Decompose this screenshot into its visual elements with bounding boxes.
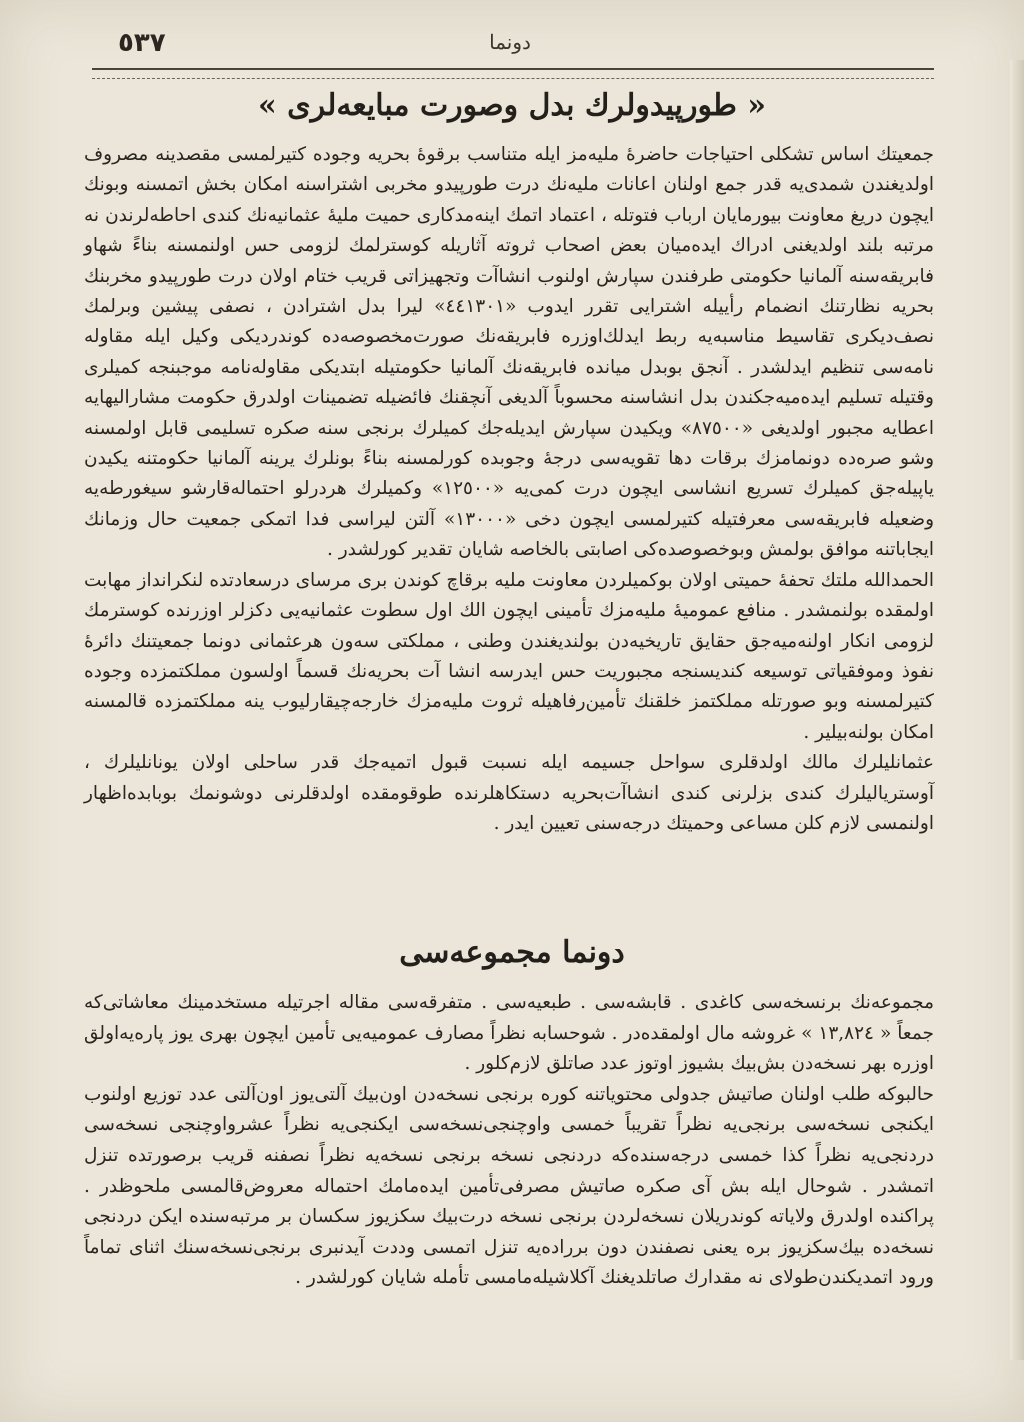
running-title: دونما <box>489 30 531 54</box>
paragraph: عثمانلیلرك مالك اولدقلری سواحل جسیمه ایله نسبت قبول اتمیه‌جك قدر ساحلی اولان یونانلیلرك ، آوستریالیلرك کندی بزلرنی کندی انشاآت‌بحریه دستکاهلرنده طوقومقده اولدقلرنی دوشونمك بوبابده‌اظهار اولنمسی لازم کلن مساعی وحمیتك درجه‌سنی تعیین ایدر . <box>84 752 934 834</box>
page-header <box>100 28 920 64</box>
paragraph: جمعیتك اساس تشکلی احتیاجات حاضرۀ ملیه‌مز ایله متناسب برقوۀ بحریه وجوده کتیرلمسی مقصدینه مصروف اولدیغندن شمدی‌یه قدر جمع اولنان اعانات ملیه‌نك درت طورپیدو مخربی اشتراسنه امکان بخش اتمسنه وبونك ایچون دریغ معاونت بیورمایان ارباب فتوتله ، اعتماد اتمك اینه‌مدکاری حمیت ملیۀ عثمانیه‌نك کندی احاطه‌لرندن نه مرتبه بلند اولدیغنی ادراك ایده‌میان بعض اصحاب ثروته آثاریله کوسترلمك لزومی حس اولنمسنه بناءً شهاو فابریقه‌سنه آلمانیا حکومتی طرفندن سپارش اولنوب انشاآت وتجهیزاتی قریب ختام اولان درت طورپیدو مخربنك بحریه نظارتنك انضمام رأییله اشترایی تقرر ایدوب «٤٤١٣٠١» لیرا بدل اشترادن ، نصفی پیشین وبرلمك نصف‌دیکری تقاسیط مناسبه‌یه ربط ایدلك‌اوزره فابریقه‌نك صورت‌مخصوصه‌ده کوندردیکی وکیل ایله مقاوله نامه‌سی تنظیم ایدلشدر . آنجق بوبدل میانده فابریقه‌نك آلمانیا حکومتیله ابتدیکی مقاوله‌نامه موجبنجه کمیلری وقتیله تسلیم ایده‌میه‌جکندن بدل انشاسنه محسوباً آلدیغی آنچقنك فائضیله تضمینات اولدرق حکومت مشارالیهایه اعطایه مجبور اولدیغی «٨٧٥٠٠» ویکیدن سپارش ایدیله‌جك کمیلرك برنجی سنه صکره تسلیمی قابل اولمسنه وشو صره‌ده دونمامزك برقات دها تقویه‌سی درجۀ وجوبده کورلمسنه بناءً بونلرك یرینه آلمانیا حکومتنه یکیدن یاپیله‌جق کمیلرك تسریع انشاسی ایچون درت کمی‌یه «١٢٥٠٠» وکمیلرك هردرلو احتماله‌قارشو سیغورطه‌یه وضعیله فابریقه‌سی معرفتیله کتیرلمسی ایچون دخی «١٣٠٠٠» آلتن لیراسی فدا اتمکی جمعیت حال وزمانك ایجاباتنه موافق بولمش وبوخصوصده‌کی اصابتی بالخاصه شایان تقدیر کورلشدر . <box>84 144 935 561</box>
page-edge-shadow <box>1010 60 1024 1360</box>
article-title-1: « طورپیدولرك بدل وصورت مبایعه‌لری » <box>257 88 767 123</box>
paragraph: الحمدالله ملتك تحفۀ حمیتی اولان بوکمیلردن معاونت ملیه برقاچ کوندن بری مرسای درسعادتده لنکرانداز مهابت اولمقده بولنمشدر . منافع عمومیۀ ملیه‌مزك تأمینی ایچون الك اول سطوت عثمانیه‌یی دکزلر اوزرنده کوسترمك لزومی انکار اولنه‌میه‌جق حقایق تاریخیه‌دن بولندیغندن وطنی ، مملکتی سه‌ون هرعثمانی دونما جمعیتنك دائرۀ نفوذ وموفقیاتی توسیعه کندیسنجه مجبوریت حس ایدرسه انشا آت بحریه‌نك قسماً اولسون مملکتمزده وجوده کتیرلمسنه وبو صورتله مملکتمز خلقنك تأمین‌رفاهیله ثروت ملیه‌مزك خارجه‌چیقارلیوب ینه مملکتمزده قالمسنه امکان بولنه‌بیلیر . <box>84 569 934 743</box>
article-body-1 <box>84 140 934 839</box>
header-rule <box>92 68 934 79</box>
article-body-2 <box>84 988 934 1294</box>
page-number: ٥٣٧ <box>118 28 166 58</box>
paragraph: حالبوکه طلب اولنان صاتیش جدولی محتویاتنه کوره برنجی نسخه‌دن اون‌بیك آلتی‌یوز اون‌آلتی عدد توزیع اولنوب ایکنجی نسخه‌سی برنجی‌یه نظراً تقریباً خمسی واوچنجی‌نسخه‌سی ایکنجی‌یه نظراً عشرواوچنجی نسخه‌سی دردنجی‌یه نظراً کذا خمسی درجه‌سنده‌که دردنجی نسخه برنجی نسخه‌یه نظراً نصفنه قریب برصورتده تنزل اتمشدر . شوحال ایله بش آی صکره صاتیش مصرفی‌تأمین ایده‌مامك احتماله معروض‌قالمسی ملحوظدر . پراکنده اولدرق ولایاته کوندریلان نسخه‌لردن برنجی نسخه درت‌بیك سکزیوز سکسان بر مرتبه‌سنده ایکن دردنجی نسخه‌ده بیك‌سکزیوز بره یعنی نصفندن دون برراده‌یه تنزل اتمسی وددت آیدنبری برنجی‌نسخه‌سنك اثنای تماماً ورود اتمدیکندن‌طولای نه مقدارك صاتلدیغنك آکلاشیله‌مامسی تأمله شایان کورلشدر . <box>84 1083 934 1289</box>
article-title-2: دونما مجموعه‌سی <box>399 935 625 970</box>
paragraph: مجموعه‌نك برنسخه‌سی کاغدی . قابشه‌سی . طبعیه‌سی . متفرقه‌سی مقاله اجرتیله مستخدمینك معاشاتی‌که جمعاً « ١٣,٨٢٤ » غروشه مال اولمقده‌در . شوحسابه نظراً مصارف عمومیه‌یی تأمین ایچون بهری یوز پاره‌یه‌اولق اوزره بهر نسخه‌دن بش‌بیك بشیوز اوتوز عدد صاتلق لازم‌کلور . <box>84 992 934 1075</box>
